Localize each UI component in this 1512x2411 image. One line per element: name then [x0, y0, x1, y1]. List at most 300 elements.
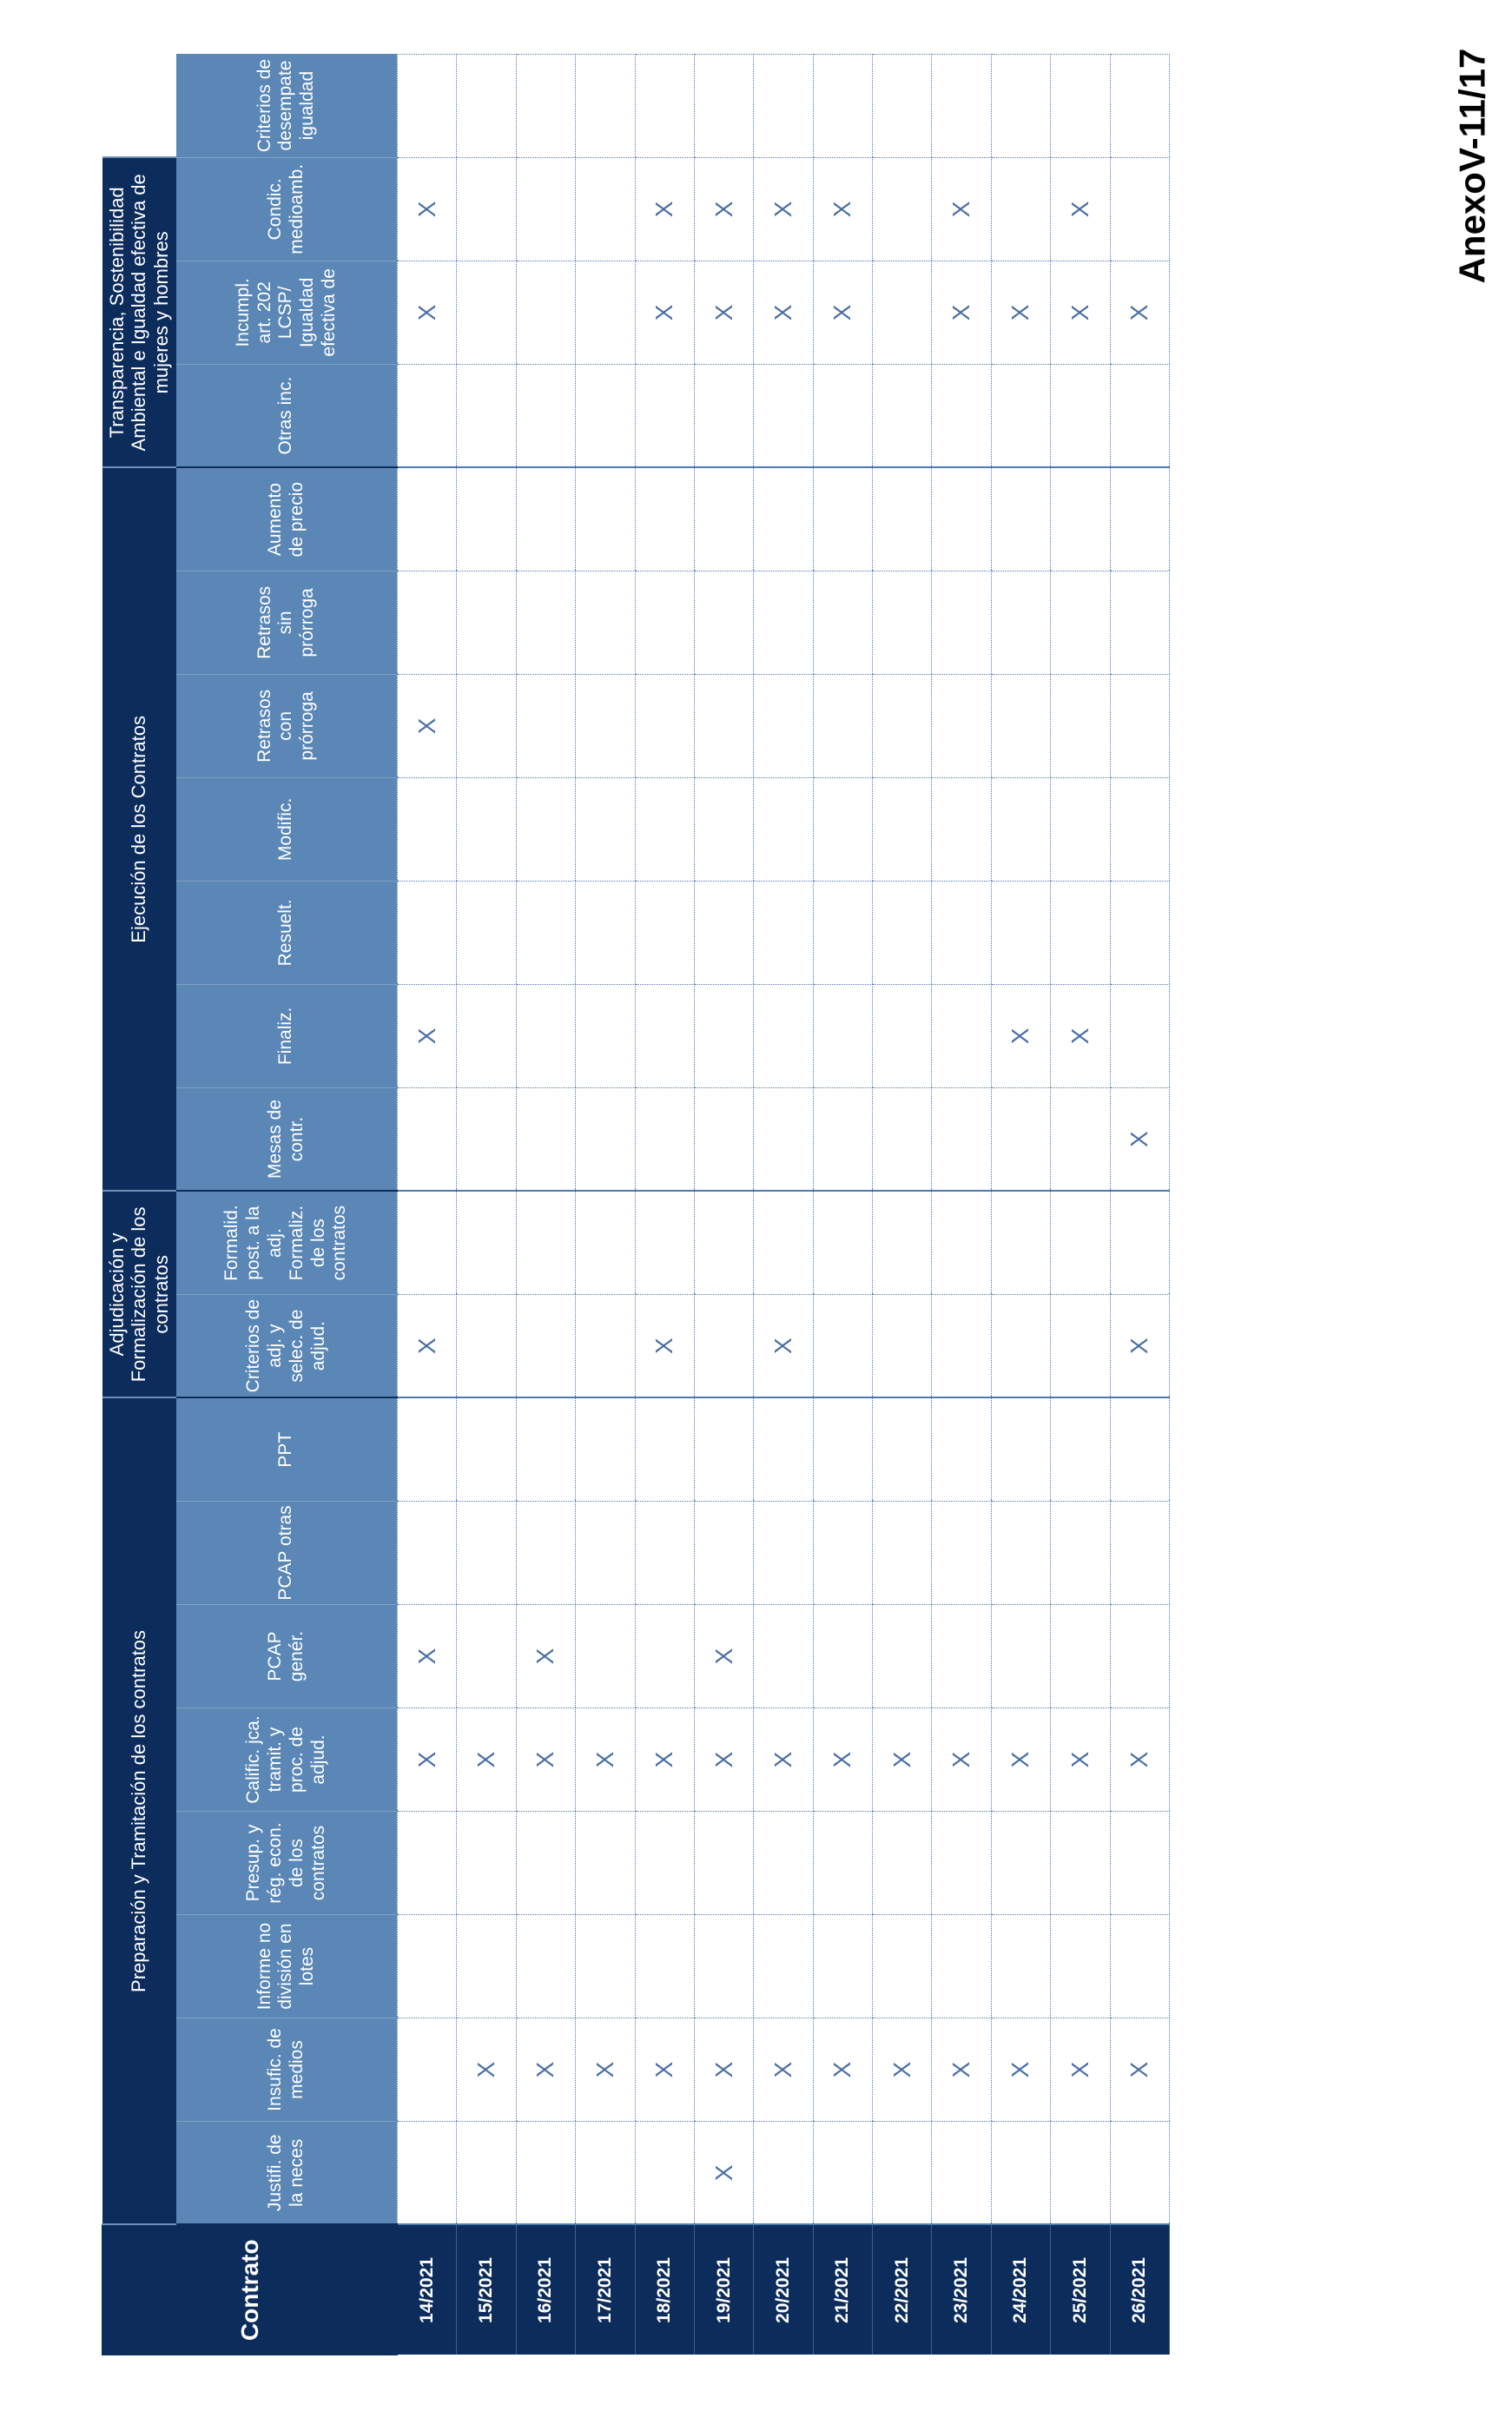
- table-cell: [991, 1502, 1050, 1605]
- table-cell: [398, 1397, 457, 1501]
- table-cell: [1051, 1502, 1110, 1605]
- table-row: [813, 54, 872, 2355]
- table-cell: [873, 2122, 932, 2225]
- table-cell: [516, 777, 575, 881]
- table-cell: [635, 674, 694, 777]
- table-cell: [635, 1502, 694, 1605]
- x-mark: X: [1007, 1751, 1034, 1768]
- table-cell: [398, 1915, 457, 2018]
- table-cell: [694, 1502, 753, 1605]
- contract-id: 16/2021: [516, 2225, 575, 2355]
- x-mark: X: [413, 304, 440, 321]
- x-mark: X: [829, 2061, 856, 2078]
- table-cell: [694, 571, 753, 674]
- table-cell: [932, 881, 991, 984]
- table-cell: [457, 157, 516, 261]
- table-cell: [991, 1397, 1050, 1501]
- contract-id: 19/2021: [694, 2225, 753, 2355]
- table-cell: [1051, 571, 1110, 674]
- table-cell: [991, 1605, 1050, 1708]
- table-cell: [754, 1915, 813, 2018]
- column-header: Retrasos con prórroga: [176, 674, 398, 777]
- table-cell: [516, 1708, 575, 1812]
- rotated-table-wrapper: [102, 54, 1170, 2355]
- contract-id: 21/2021: [813, 2225, 872, 2355]
- table-cell: [694, 1397, 753, 1501]
- table-cell: [1110, 2122, 1170, 2225]
- table-cell: [576, 1502, 635, 1605]
- table-cell: [694, 467, 753, 571]
- table-cell: [991, 1812, 1050, 1915]
- table-cell: [457, 1812, 516, 1915]
- table-cell: [1110, 881, 1170, 984]
- table-cell: [576, 2018, 635, 2122]
- table-cell: [398, 984, 457, 1087]
- x-mark: X: [947, 201, 975, 218]
- table-cell: [516, 1605, 575, 1708]
- table-cell: [991, 261, 1050, 364]
- table-cell: [516, 571, 575, 674]
- table-cell: [873, 1708, 932, 1812]
- table-cell: [813, 467, 872, 571]
- table-cell: [1110, 157, 1170, 261]
- group-header: Preparación y Tramitación de los contratos: [102, 1397, 176, 2224]
- x-mark: X: [829, 201, 856, 218]
- table-cell: [754, 1397, 813, 1501]
- table-cell: [576, 54, 635, 157]
- table-cell: [635, 1605, 694, 1708]
- table-cell: [694, 261, 753, 364]
- table-cell: [694, 157, 753, 261]
- column-header: Formalid. post. a la adj. Formaliz. de los contratos: [176, 1191, 398, 1294]
- x-mark: X: [710, 2061, 737, 2078]
- table-cell: [873, 1502, 932, 1605]
- x-mark: X: [591, 2061, 618, 2078]
- table-cell: [457, 467, 516, 571]
- table-cell: [694, 54, 753, 157]
- table-cell: [873, 1294, 932, 1397]
- table-cell: [813, 674, 872, 777]
- table-cell: [991, 571, 1050, 674]
- table-cell: [1110, 364, 1170, 467]
- table-cell: [754, 1708, 813, 1812]
- x-mark: X: [413, 1648, 440, 1665]
- x-mark: X: [888, 2061, 915, 2078]
- x-mark: X: [947, 2061, 975, 2078]
- table-body: [398, 54, 1170, 2355]
- table-cell: [813, 157, 872, 261]
- table-cell: [457, 571, 516, 674]
- table-cell: [1110, 1294, 1170, 1397]
- x-mark: X: [1066, 2061, 1093, 2078]
- table-cell: [457, 2018, 516, 2122]
- table-cell: [576, 467, 635, 571]
- table-cell: [932, 157, 991, 261]
- table-cell: [932, 261, 991, 364]
- table-cell: [754, 1605, 813, 1708]
- table-cell: [398, 777, 457, 881]
- table-cell: [1110, 1191, 1170, 1294]
- table-cell: [635, 1812, 694, 1915]
- table-cell: [873, 674, 932, 777]
- table-cell: [694, 881, 753, 984]
- table-cell: [457, 261, 516, 364]
- contract-id: 20/2021: [754, 2225, 813, 2355]
- table-cell: [932, 2018, 991, 2122]
- table-cell: [754, 261, 813, 364]
- table-cell: [576, 261, 635, 364]
- table-cell: [932, 1294, 991, 1397]
- table-cell: [1051, 1294, 1110, 1397]
- table-cell: [398, 1191, 457, 1294]
- table-cell: [694, 984, 753, 1087]
- table-cell: [991, 1915, 1050, 2018]
- table-cell: [1051, 1812, 1110, 1915]
- table-cell: [873, 1087, 932, 1191]
- contract-id: 15/2021: [457, 2225, 516, 2355]
- contract-id: 24/2021: [991, 2225, 1050, 2355]
- table-cell: [873, 984, 932, 1087]
- table-cell: [398, 1294, 457, 1397]
- table-cell: [754, 467, 813, 571]
- table-cell: [457, 2122, 516, 2225]
- x-mark: X: [710, 1648, 737, 1665]
- table-cell: [576, 1605, 635, 1708]
- table-cell: [813, 777, 872, 881]
- x-mark: X: [650, 201, 678, 218]
- table-cell: [398, 1812, 457, 1915]
- table-cell: [457, 777, 516, 881]
- table-cell: [754, 984, 813, 1087]
- table-cell: [516, 2122, 575, 2225]
- x-mark: X: [650, 2061, 678, 2078]
- table-cell: [1110, 777, 1170, 881]
- table-cell: [991, 777, 1050, 881]
- table-cell: [576, 1397, 635, 1501]
- x-mark: X: [769, 1751, 796, 1768]
- table-cell: [991, 2018, 1050, 2122]
- column-header: PCAP genér.: [176, 1605, 398, 1708]
- table-cell: [635, 984, 694, 1087]
- table-cell: [1051, 777, 1110, 881]
- table-cell: [991, 1191, 1050, 1294]
- table-cell: [635, 571, 694, 674]
- page-title: AnexoV-11/17: [1451, 48, 1493, 284]
- contract-id: 26/2021: [1110, 2225, 1170, 2355]
- group-header: Adjudicación y Formalización de los contratos: [102, 1191, 176, 1397]
- table-row: [457, 54, 516, 2355]
- table-cell: [694, 364, 753, 467]
- table-cell: [635, 1191, 694, 1294]
- x-mark: X: [472, 1751, 500, 1768]
- table-cell: [754, 364, 813, 467]
- x-mark: X: [1126, 1338, 1153, 1354]
- table-cell: [1110, 2018, 1170, 2122]
- table-cell: [991, 2122, 1050, 2225]
- table-cell: [516, 2018, 575, 2122]
- table-cell: [932, 1812, 991, 1915]
- table-row: [991, 54, 1050, 2355]
- table-cell: [754, 881, 813, 984]
- x-mark: X: [769, 1338, 796, 1354]
- column-header: Aumento de precio: [176, 467, 398, 571]
- column-header: PPT: [176, 1397, 398, 1501]
- x-mark: X: [1007, 2061, 1034, 2078]
- table-cell: [813, 1191, 872, 1294]
- table-cell: [813, 1294, 872, 1397]
- table-cell: [1110, 1605, 1170, 1708]
- x-mark: X: [1126, 2061, 1153, 2078]
- table-cell: [1051, 467, 1110, 571]
- table-cell: [754, 54, 813, 157]
- column-header: Insufic. de medios: [176, 2018, 398, 2122]
- table-cell: [398, 881, 457, 984]
- table-cell: [635, 881, 694, 984]
- table-cell: [873, 571, 932, 674]
- table-cell: [516, 1191, 575, 1294]
- table-cell: [1051, 1708, 1110, 1812]
- table-cell: [635, 1087, 694, 1191]
- table-cell: [516, 1397, 575, 1501]
- table-row: [932, 54, 991, 2355]
- x-mark: X: [710, 201, 737, 218]
- table-row: [516, 54, 575, 2355]
- column-header: Incumpl. art. 202 LCSP/ Igualdad efectiva de: [176, 261, 398, 364]
- table-cell: [813, 1605, 872, 1708]
- table-cell: [932, 1191, 991, 1294]
- table-cell: [813, 1915, 872, 2018]
- table-cell: [635, 1294, 694, 1397]
- table-cell: [694, 2018, 753, 2122]
- column-header: Justifi. de la neces: [176, 2122, 398, 2225]
- table-cell: [932, 1708, 991, 1812]
- table-cell: [873, 364, 932, 467]
- table-cell: [635, 157, 694, 261]
- table-cell: [516, 54, 575, 157]
- table-cell: [991, 1708, 1050, 1812]
- table-cell: [1110, 1502, 1170, 1605]
- table-cell: [694, 1915, 753, 2018]
- table-cell: [932, 1397, 991, 1501]
- table-cell: [457, 881, 516, 984]
- table-cell: [873, 1397, 932, 1501]
- table-cell: [991, 674, 1050, 777]
- table-cell: [813, 1397, 872, 1501]
- table-cell: [516, 157, 575, 261]
- table-cell: [398, 1087, 457, 1191]
- table-cell: [754, 2018, 813, 2122]
- contract-id: 14/2021: [398, 2225, 457, 2355]
- table-cell: [873, 54, 932, 157]
- table-cell: [398, 54, 457, 157]
- column-header: Condic. medioamb.: [176, 157, 398, 261]
- table-cell: [932, 984, 991, 1087]
- column-header: Finaliz.: [176, 984, 398, 1087]
- table-cell: [1110, 467, 1170, 571]
- table-cell: [1110, 1087, 1170, 1191]
- column-header: PCAP otras: [176, 1502, 398, 1605]
- contract-id: 17/2021: [576, 2225, 635, 2355]
- table-cell: [873, 1605, 932, 1708]
- column-header: Presup. y rég. econ. de los contratos: [176, 1812, 398, 1915]
- table-cell: [813, 261, 872, 364]
- table-cell: [991, 1294, 1050, 1397]
- x-mark: X: [650, 1338, 678, 1354]
- column-header: Modific.: [176, 777, 398, 881]
- table-cell: [932, 1605, 991, 1708]
- table-cell: [457, 1605, 516, 1708]
- table-cell: [754, 777, 813, 881]
- x-mark: X: [532, 1751, 559, 1768]
- x-mark: X: [413, 1751, 440, 1768]
- column-header: Informe no división en lotes: [176, 1915, 398, 2018]
- x-mark: X: [532, 2061, 559, 2078]
- table-cell: [1110, 984, 1170, 1087]
- table-cell: [1051, 1191, 1110, 1294]
- table-cell: [991, 157, 1050, 261]
- x-mark: X: [710, 2164, 737, 2182]
- table-cell: [516, 364, 575, 467]
- table-cell: [398, 261, 457, 364]
- table-cell: [457, 1191, 516, 1294]
- table-cell: [754, 2122, 813, 2225]
- table-cell: [576, 1294, 635, 1397]
- table-cell: [576, 1087, 635, 1191]
- table-cell: [398, 467, 457, 571]
- table-cell: [457, 364, 516, 467]
- table-cell: [398, 1502, 457, 1605]
- table-cell: [635, 364, 694, 467]
- column-header: Retrasos sin prórroga: [176, 571, 398, 674]
- table-cell: [398, 2122, 457, 2225]
- x-mark: X: [710, 1751, 737, 1768]
- table-cell: [457, 1915, 516, 2018]
- x-mark: X: [947, 1751, 975, 1768]
- x-mark: X: [1066, 1751, 1093, 1768]
- table-cell: [1110, 54, 1170, 157]
- table-cell: [576, 1812, 635, 1915]
- table-cell: [694, 674, 753, 777]
- table-cell: [1051, 1087, 1110, 1191]
- table-cell: [576, 157, 635, 261]
- table-cell: [754, 674, 813, 777]
- table-cell: [516, 261, 575, 364]
- table-cell: [398, 571, 457, 674]
- x-mark: X: [1126, 304, 1153, 321]
- table-cell: [1110, 261, 1170, 364]
- group-header: Ejecución de los Contratos: [102, 467, 176, 1191]
- table-cell: [1110, 1708, 1170, 1812]
- table-row: [398, 54, 457, 2355]
- table-cell: [694, 1191, 753, 1294]
- x-mark: X: [1126, 1751, 1153, 1768]
- x-mark: X: [591, 1751, 618, 1768]
- column-header: Criterios de adj. y selec. de adjud.: [176, 1294, 398, 1397]
- contract-id: 25/2021: [1051, 2225, 1110, 2355]
- table-cell: [754, 1294, 813, 1397]
- table-cell: [398, 2018, 457, 2122]
- table-cell: [457, 1708, 516, 1812]
- x-mark: X: [1066, 201, 1093, 218]
- table-cell: [754, 1191, 813, 1294]
- table-cell: [516, 1087, 575, 1191]
- table-cell: [932, 1502, 991, 1605]
- x-mark: X: [1007, 304, 1034, 321]
- table-cell: [576, 777, 635, 881]
- table-cell: [398, 157, 457, 261]
- table-cell: [398, 1605, 457, 1708]
- table-cell: [813, 1502, 872, 1605]
- table-cell: [1051, 881, 1110, 984]
- x-mark: X: [472, 2061, 500, 2078]
- table-cell: [457, 1294, 516, 1397]
- x-mark: X: [1066, 1027, 1093, 1045]
- x-mark: X: [888, 1751, 915, 1768]
- table-cell: [576, 1191, 635, 1294]
- table-cell: [398, 674, 457, 777]
- table-cell: [694, 1812, 753, 1915]
- page-title-container: [1445, 49, 1499, 283]
- column-header: Otras inc.: [176, 364, 398, 467]
- table-cell: [516, 1294, 575, 1397]
- table-cell: [694, 2122, 753, 2225]
- contract-id: 23/2021: [932, 2225, 991, 2355]
- table-row: [694, 54, 753, 2355]
- table-cell: [516, 1502, 575, 1605]
- table-cell: [932, 674, 991, 777]
- contract-id: 18/2021: [635, 2225, 694, 2355]
- table-cell: [457, 1087, 516, 1191]
- table-cell: [516, 674, 575, 777]
- table-row: [1110, 54, 1170, 2355]
- table-cell: [694, 1708, 753, 1812]
- group-header-row: [102, 54, 176, 2355]
- x-mark: X: [710, 304, 737, 321]
- table-cell: [576, 2122, 635, 2225]
- table-cell: [576, 674, 635, 777]
- table-cell: [932, 1087, 991, 1191]
- table-cell: [1051, 1397, 1110, 1501]
- table-cell: [635, 54, 694, 157]
- x-mark: X: [413, 1338, 440, 1354]
- x-mark: X: [769, 2061, 796, 2078]
- table-cell: [1051, 364, 1110, 467]
- table-cell: [932, 777, 991, 881]
- table-cell: [576, 984, 635, 1087]
- table-cell: [516, 1812, 575, 1915]
- table-cell: [635, 1708, 694, 1812]
- x-mark: X: [650, 304, 678, 321]
- table-cell: [991, 467, 1050, 571]
- table-cell: [813, 984, 872, 1087]
- table-cell: [873, 1812, 932, 1915]
- table-cell: [932, 467, 991, 571]
- table-cell: [813, 1708, 872, 1812]
- table-cell: [457, 54, 516, 157]
- table-cell: [635, 1397, 694, 1501]
- x-mark: X: [829, 304, 856, 321]
- x-mark: X: [829, 1751, 856, 1768]
- table-cell: [457, 1397, 516, 1501]
- sub-header-row: [176, 54, 398, 2355]
- table-cell: [873, 777, 932, 881]
- table-cell: [516, 467, 575, 571]
- table-row: [1051, 54, 1110, 2355]
- table-cell: [457, 984, 516, 1087]
- table-cell: [576, 1915, 635, 2018]
- table-cell: [635, 1915, 694, 2018]
- column-header: Resuelt.: [176, 881, 398, 984]
